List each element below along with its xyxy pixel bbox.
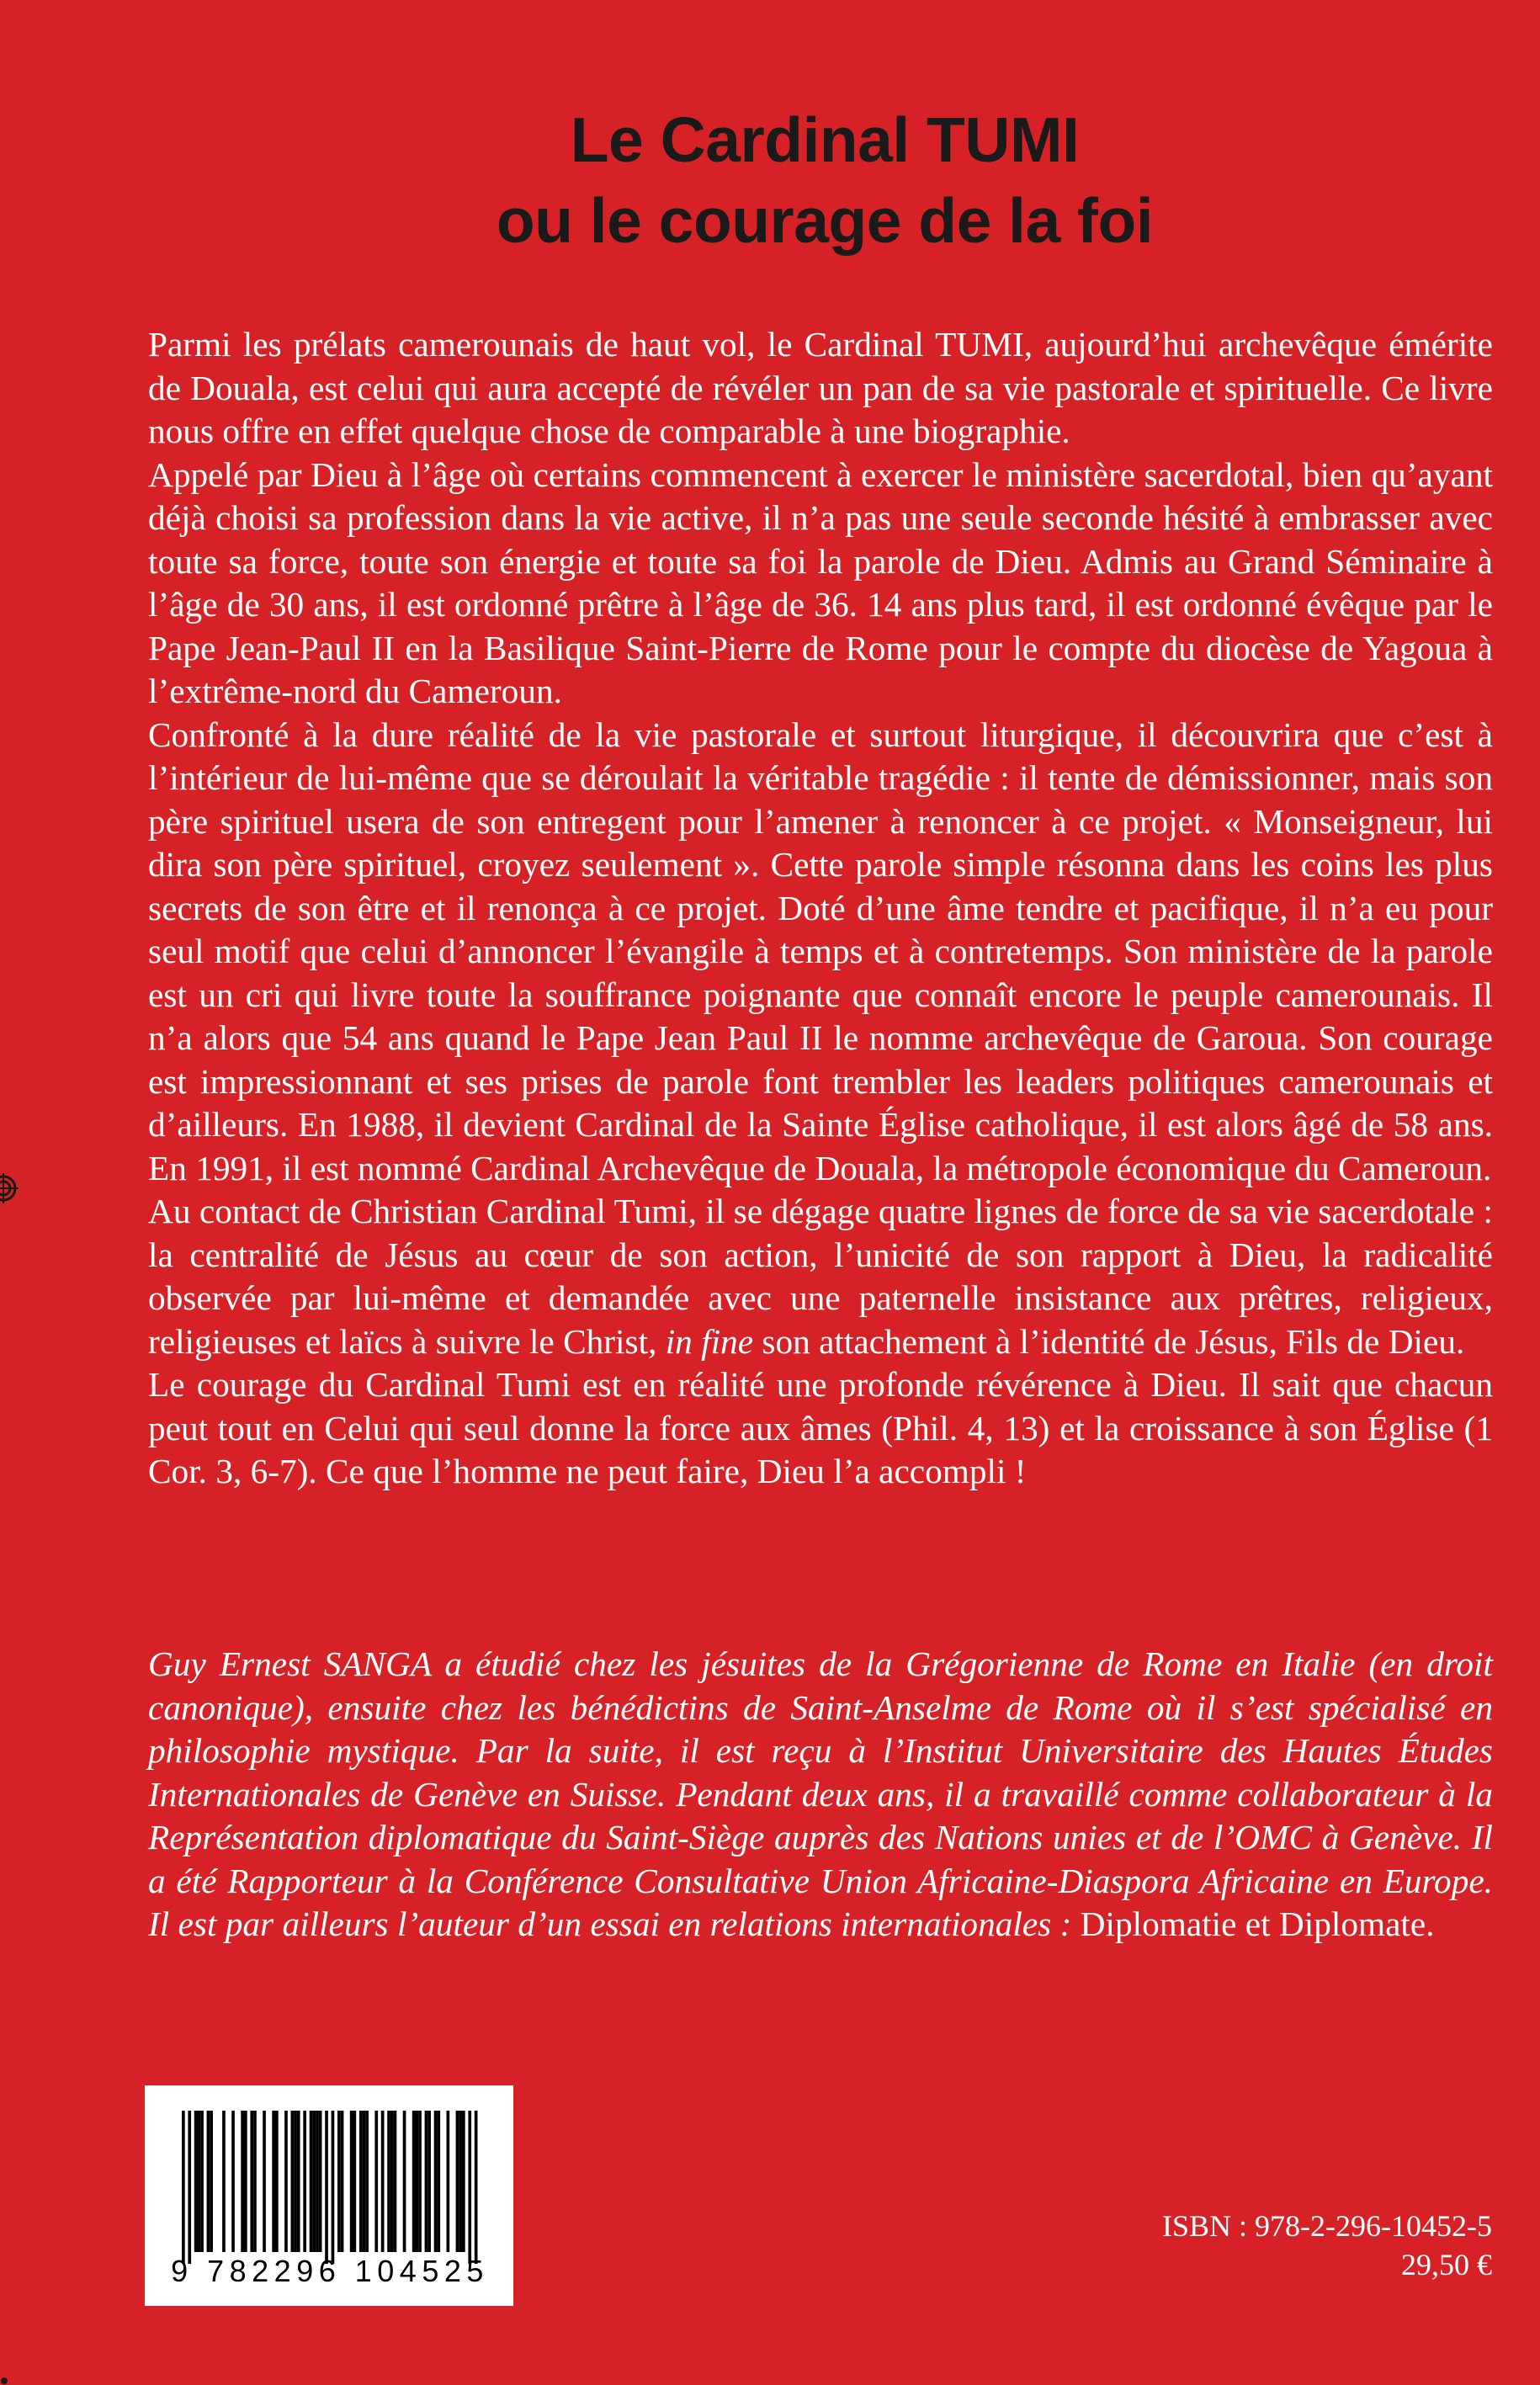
corner-mark-icon: [0, 2377, 8, 2385]
barcode-bar: [394, 2111, 397, 2252]
barcode-bar: [332, 2111, 335, 2264]
barcode-bar: [359, 2111, 363, 2252]
title-line-2: ou le courage de la foi: [496, 185, 1154, 256]
barcode-bar: [291, 2111, 295, 2252]
summary-paragraph-4-end: son attachement à l’identité de Jésus, Fils de Dieu.: [753, 1321, 1465, 1361]
barcode-bar: [374, 2111, 378, 2252]
barcode-bar: [272, 2111, 275, 2252]
summary-paragraph-4-italic: in fine: [665, 1321, 754, 1361]
barcode-bar: [182, 2111, 185, 2264]
author-bio-text: Guy Ernest SANGA a étudié chez les jésuites de la Grégorienne de Rome en Italie (en droit canonique), ensuite chez les bénédictins de Saint-Anselme de Rome où il s’est spécialisé en philosophie mystique. Par la suite, il est reçu à l’Institut Universitaire des Hautes Études Internationales de Genève en Suisse. Pendant deux ans, il a travaillé comme collaborateur à la Représentation diplomatique du Saint-Siège auprès des Nations unies et de l’OMC à Genève. Il a été Rapporteur à la Conférence Consultative Union Africaine-Diaspora Africaine en Europe. Il est par ailleurs l’auteur d’un essai en relations internationales :: [148, 1644, 1493, 1943]
barcode-bar: [207, 2111, 210, 2252]
isbn-number: ISBN : 978-2-296-10452-5: [1162, 2209, 1492, 2243]
price: 29,50 €: [1401, 2248, 1492, 2281]
barcode-bar: [416, 2111, 419, 2252]
barcode-bar: [425, 2111, 428, 2252]
barcode-bar: [253, 2111, 257, 2252]
barcode-bar: [297, 2111, 300, 2252]
barcode-bar: [250, 2111, 253, 2252]
isbn-block: [1162, 2207, 1492, 2284]
barcode: [145, 2085, 513, 2306]
barcode-bar: [437, 2111, 440, 2252]
barcode-bar: [284, 2111, 288, 2252]
barcode-bar: [434, 2111, 438, 2252]
barcode-bar: [412, 2111, 416, 2252]
barcode-bar: [475, 2111, 478, 2264]
barcode-bar: [316, 2111, 319, 2252]
registration-mark-icon: [0, 1173, 19, 1203]
barcode-bar: [222, 2111, 226, 2252]
barcode-bar: [294, 2111, 297, 2252]
barcode-bar: [353, 2111, 357, 2252]
summary-text: [148, 323, 1493, 1494]
barcode-bar: [231, 2111, 235, 2252]
summary-paragraph-4-start: Au contact de Christian Cardinal Tumi, il se dégage quatre lignes de force de sa vie sacerdotale : la centralité de Jésus au cœur de son action, l’unicité de son rapport à Dieu, la radicalité observée par lui-même et demandée avec une paternelle insistance aux prêtres, religieux, religieuses et laïcs à suivre le Christ,: [148, 1192, 1493, 1361]
author-essay-title: Diplomatie et Diplomate.: [1080, 1904, 1435, 1943]
barcode-bar: [200, 2111, 204, 2252]
barcode-bar: [310, 2111, 313, 2252]
barcode-bar: [390, 2111, 394, 2252]
barcode-bar: [403, 2111, 406, 2252]
barcode-bar: [198, 2111, 201, 2252]
barcode-bar: [350, 2111, 353, 2252]
barcode-bar: [418, 2111, 422, 2252]
barcode-bar: [312, 2111, 316, 2252]
barcode-digits: 9 782296 104525: [171, 2254, 489, 2288]
barcode-bar: [337, 2111, 341, 2252]
barcode-bar: [210, 2111, 213, 2252]
barcode-bar: [341, 2111, 344, 2252]
barcode-bar: [303, 2111, 306, 2252]
barcode-bar: [459, 2111, 462, 2252]
barcode-bar: [363, 2111, 366, 2252]
author-bio: [148, 1643, 1493, 1947]
barcode-bar: [275, 2111, 279, 2252]
summary-paragraph-3: Confronté à la dure réalité de la vie pastorale et surtout liturgique, il découvrira que c’est à l’intérieur de lui-même que se déroulait la véritable tragédie : il tente de démissionner, mais son père spirituel usera de son entregent pour l’amener à renoncer à ce projet. « Monseigneur, lui dira son père spirituel, croyez seulement ». Cette parole simple résonna dans les coins les plus secrets de son être et il renonça à ce projet. Doté d’une âme tendre et pacifique, il n’a eu pour seul motif que celui d’annoncer l’évangile à temps et à contretemps. Son ministère de la parole est un cri qui livre toute la souffrance poignante que connaît encore le peuple camerounais. Il n’a alors que 54 ans quand le Pape Jean Paul II le nomme archevêque de Garoua. Son courage est impressionnant et ses prises de parole font trembler les leaders politiques camerounais et d’ailleurs. En 1988, il devient Cardinal de la Sainte Église catholique, il est alors âgé de 58 ans. En 1991, il est nommé Cardinal Archevêque de Douala, la métropole économique du Cameroun.: [148, 714, 1493, 1187]
barcode-bar: [241, 2111, 244, 2252]
barcode-bar: [462, 2111, 465, 2252]
barcode-bar: [427, 2111, 431, 2252]
barcode-bar: [188, 2111, 191, 2264]
barcode-bar: [319, 2111, 322, 2252]
barcode-bar: [447, 2111, 450, 2252]
summary-paragraph-4: [148, 1190, 1493, 1363]
barcode-bar: [263, 2111, 266, 2252]
title-line-1: Le Cardinal TUMI: [570, 104, 1080, 175]
barcode-bar: [325, 2111, 328, 2264]
barcode-bar: [468, 2111, 471, 2264]
barcode-bar: [381, 2111, 385, 2252]
summary-paragraph-2: Appelé par Dieu à l’âge où certains commencent à exercer le ministère sacerdotal, bien qu’ayant déjà choisi sa profession dans la vie active, il n’a pas une seule seconde hésité à embrasser avec toute sa force, toute son énergie et toute sa foi la parole de Dieu. Admis au Grand Séminaire à l’âge de 30 ans, il est ordonné prêtre à l’âge de 36. 14 ans plus tard, il est ordonné évêque par le Pape Jean-Paul II en la Basilique Saint-Pierre de Rome pour le compte du diocèse de Yagoua à l’extrême-nord du Cameroun.: [148, 454, 1493, 710]
book-title: [0, 99, 1540, 261]
barcode-bar: [387, 2111, 390, 2252]
barcode-bar: [194, 2111, 198, 2252]
summary-paragraph-5: Le courage du Cardinal Tumi est en réalité une profonde révérence à Dieu. Il sait que chacun peut tout en Celui qui seul donne la force aux âmes (Phil. 4, 13) et la croissance à son Église (1 Cor. 3, 6-7). Ce que l’homme ne peut faire, Dieu l’a accompli !: [148, 1365, 1493, 1490]
barcode-bar: [365, 2111, 369, 2252]
barcode-bar: [244, 2111, 247, 2252]
barcode-bar: [456, 2111, 459, 2252]
summary-paragraph-1: Parmi les prélats camerounais de haut vol, le Cardinal TUMI, aujourd’hui archevêque émérite de Douala, est celui qui aura accepté de révéler un pan de sa vie pastorale et spirituelle. Ce livre nous offre en effet quelque chose de comparable à une biographie.: [148, 325, 1493, 450]
